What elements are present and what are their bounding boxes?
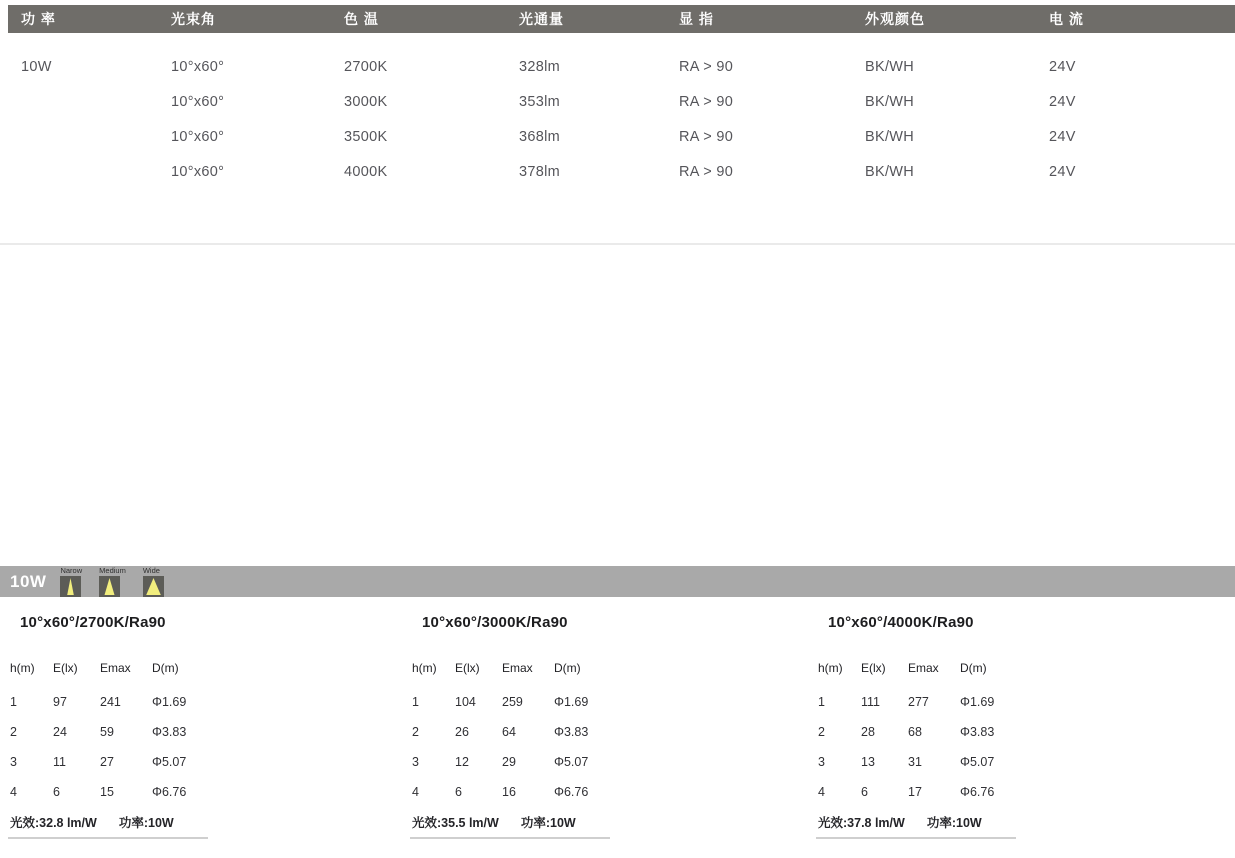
pt-cell-e: 28 — [861, 725, 875, 739]
pt-header-emax: Emax — [100, 661, 131, 675]
section-divider — [0, 243, 1235, 245]
pt-cell-e: 6 — [53, 785, 60, 799]
spec-cell-color: BK/WH — [865, 93, 915, 110]
spec-header-power: 功 率 — [21, 11, 56, 27]
pt-cell-emax: 31 — [908, 755, 922, 769]
pt-cell-emax: 17 — [908, 785, 922, 799]
pt-cell-d: Φ6.76 — [960, 785, 995, 799]
pt-cell-d: Φ1.69 — [960, 695, 995, 709]
pt-cell-e: 97 — [53, 695, 67, 709]
narrow-beam-icon — [60, 576, 81, 597]
spec-cell-beam-angle: 10°x60° — [171, 163, 225, 180]
spec-header-flux: 光通量 — [519, 11, 564, 27]
spec-cell-color: BK/WH — [865, 58, 915, 75]
pt-cell-emax: 68 — [908, 725, 922, 739]
pt-cell-emax: 15 — [100, 785, 114, 799]
pt-cell-emax: 277 — [908, 695, 929, 709]
photometric-table-body — [8, 679, 208, 799]
spec-cell-cri: RA > 90 — [679, 58, 734, 75]
wide-beam-label: Wide — [142, 566, 160, 575]
pt-header-h: h(m) — [412, 661, 437, 675]
pt-cell-h: 2 — [10, 725, 17, 739]
pt-cell-e: 6 — [455, 785, 462, 799]
spec-cell-cct: 3500K — [344, 128, 388, 145]
pt-cell-e: 13 — [861, 755, 875, 769]
spec-cell-flux: 328lm — [519, 58, 560, 75]
pt-cell-h: 1 — [10, 695, 17, 709]
pt-cell-h: 3 — [10, 755, 17, 769]
spec-cell-color: BK/WH — [865, 163, 915, 180]
pt-cell-h: 1 — [412, 695, 419, 709]
photometric-table-title: 10°x60°/2700K/Ra90 — [20, 614, 166, 631]
pt-cell-e: 111 — [861, 695, 881, 709]
spec-cell-current: 24V — [1049, 128, 1076, 145]
medium-beam-label: Medium — [99, 566, 126, 575]
spec-cell-cct: 3000K — [344, 93, 388, 110]
pt-cell-emax: 259 — [502, 695, 523, 709]
spec-cell-power: 10W — [21, 58, 52, 75]
pt-header-d: D(m) — [152, 661, 179, 675]
spec-cell-beam-angle: 10°x60° — [171, 58, 225, 75]
spec-table-header — [8, 5, 1235, 33]
pt-cell-h: 4 — [10, 785, 17, 799]
spec-header-cri: 显 指 — [679, 11, 714, 27]
spec-cell-beam-angle: 10°x60° — [171, 128, 225, 145]
spec-header-cct: 色 温 — [344, 11, 379, 27]
table-row — [8, 739, 208, 769]
spec-table-row — [8, 154, 1235, 189]
pt-header-e: E(lx) — [53, 661, 78, 675]
table-row — [8, 769, 208, 799]
pt-header-d: D(m) — [554, 661, 581, 675]
pt-cell-d: Φ3.83 — [554, 725, 589, 739]
table-row — [8, 679, 208, 709]
pt-header-e: E(lx) — [861, 661, 886, 675]
spec-cell-cct: 2700K — [344, 58, 388, 75]
wide-beam-icon — [143, 576, 164, 597]
pt-header-emax: Emax — [502, 661, 533, 675]
photometric-table-body — [410, 679, 610, 799]
pt-cell-e: 104 — [455, 695, 476, 709]
pt-cell-d: Φ6.76 — [152, 785, 187, 799]
table-row — [8, 709, 208, 739]
spec-header-current: 电 流 — [1049, 11, 1084, 27]
spec-table-row — [8, 119, 1235, 154]
pt-header-emax: Emax — [908, 661, 939, 675]
pt-cell-e: 12 — [455, 755, 469, 769]
pt-cell-e: 24 — [53, 725, 67, 739]
pt-cell-h: 1 — [818, 695, 825, 709]
photometric-table-header — [410, 661, 610, 675]
model-power-label: 10W — [10, 572, 47, 591]
spec-table-row — [8, 49, 1235, 84]
spec-cell-beam-angle: 10°x60° — [171, 93, 225, 110]
spec-cell-cri: RA > 90 — [679, 128, 734, 145]
model-bar — [0, 566, 1235, 597]
photometric-table-title: 10°x60°/3000K/Ra90 — [422, 614, 568, 631]
pt-cell-d: Φ6.76 — [554, 785, 589, 799]
table-row — [410, 739, 610, 769]
photometric-table-body — [816, 679, 1016, 799]
power-value: 功率:10W — [118, 816, 174, 830]
photometric-table-2700k — [8, 614, 208, 839]
power-value: 功率:10W — [520, 816, 576, 830]
photometric-table-footer — [8, 813, 208, 839]
pt-cell-h: 2 — [818, 725, 825, 739]
beam-type-medium — [99, 567, 126, 597]
photometric-table-footer — [816, 813, 1016, 839]
spec-cell-color: BK/WH — [865, 128, 915, 145]
spec-cell-cri: RA > 90 — [679, 93, 734, 110]
table-row — [410, 769, 610, 799]
table-row — [816, 709, 1016, 739]
pt-header-h: h(m) — [818, 661, 843, 675]
pt-cell-emax: 27 — [100, 755, 114, 769]
narrow-beam-label: Narow — [60, 566, 83, 575]
beam-type-narrow — [60, 567, 82, 597]
pt-cell-d: Φ5.07 — [152, 755, 187, 769]
photometric-table-header — [8, 661, 208, 675]
table-row — [816, 739, 1016, 769]
pt-cell-emax: 59 — [100, 725, 114, 739]
table-row — [816, 679, 1016, 709]
pt-cell-h: 3 — [412, 755, 419, 769]
efficacy-value: 光效:37.8 lm/W — [818, 816, 905, 830]
pt-cell-e: 26 — [455, 725, 469, 739]
spec-cell-flux: 353lm — [519, 93, 560, 110]
table-row — [816, 769, 1016, 799]
pt-cell-d: Φ3.83 — [960, 725, 995, 739]
efficacy-value: 光效:35.5 lm/W — [412, 816, 499, 830]
pt-cell-h: 2 — [412, 725, 419, 739]
spec-cell-current: 24V — [1049, 93, 1076, 110]
beam-type-wide — [143, 567, 164, 597]
spec-cell-cct: 4000K — [344, 163, 388, 180]
pt-cell-emax: 241 — [100, 695, 121, 709]
spec-header-color: 外观颜色 — [865, 11, 925, 27]
pt-header-e: E(lx) — [455, 661, 480, 675]
photometric-table-footer — [410, 813, 610, 839]
photometric-table-4000k — [816, 614, 1016, 839]
spec-header-beam-angle: 光束角 — [171, 11, 216, 27]
pt-cell-d: Φ1.69 — [152, 695, 187, 709]
pt-cell-e: 6 — [861, 785, 868, 799]
spec-table-row — [8, 84, 1235, 119]
photometric-table-title: 10°x60°/4000K/Ra90 — [828, 614, 974, 631]
pt-cell-emax: 64 — [502, 725, 516, 739]
pt-header-h: h(m) — [10, 661, 35, 675]
table-row — [410, 679, 610, 709]
power-value: 功率:10W — [926, 816, 982, 830]
efficacy-value: 光效:32.8 lm/W — [10, 816, 97, 830]
pt-cell-emax: 29 — [502, 755, 516, 769]
pt-cell-emax: 16 — [502, 785, 516, 799]
pt-cell-h: 4 — [818, 785, 825, 799]
pt-cell-d: Φ3.83 — [152, 725, 187, 739]
table-row — [410, 709, 610, 739]
spec-cell-flux: 368lm — [519, 128, 560, 145]
pt-cell-d: Φ5.07 — [960, 755, 995, 769]
photometric-table-3000k — [410, 614, 610, 839]
pt-cell-d: Φ5.07 — [554, 755, 589, 769]
pt-cell-h: 3 — [818, 755, 825, 769]
spec-cell-current: 24V — [1049, 163, 1076, 180]
spec-cell-current: 24V — [1049, 58, 1076, 75]
photometric-table-header — [816, 661, 1016, 675]
pt-cell-e: 11 — [53, 755, 66, 769]
pt-cell-d: Φ1.69 — [554, 695, 589, 709]
spec-cell-flux: 378lm — [519, 163, 560, 180]
spec-table-body — [8, 49, 1235, 189]
pt-header-d: D(m) — [960, 661, 987, 675]
pt-cell-h: 4 — [412, 785, 419, 799]
medium-beam-icon — [99, 576, 120, 597]
spec-cell-cri: RA > 90 — [679, 163, 734, 180]
